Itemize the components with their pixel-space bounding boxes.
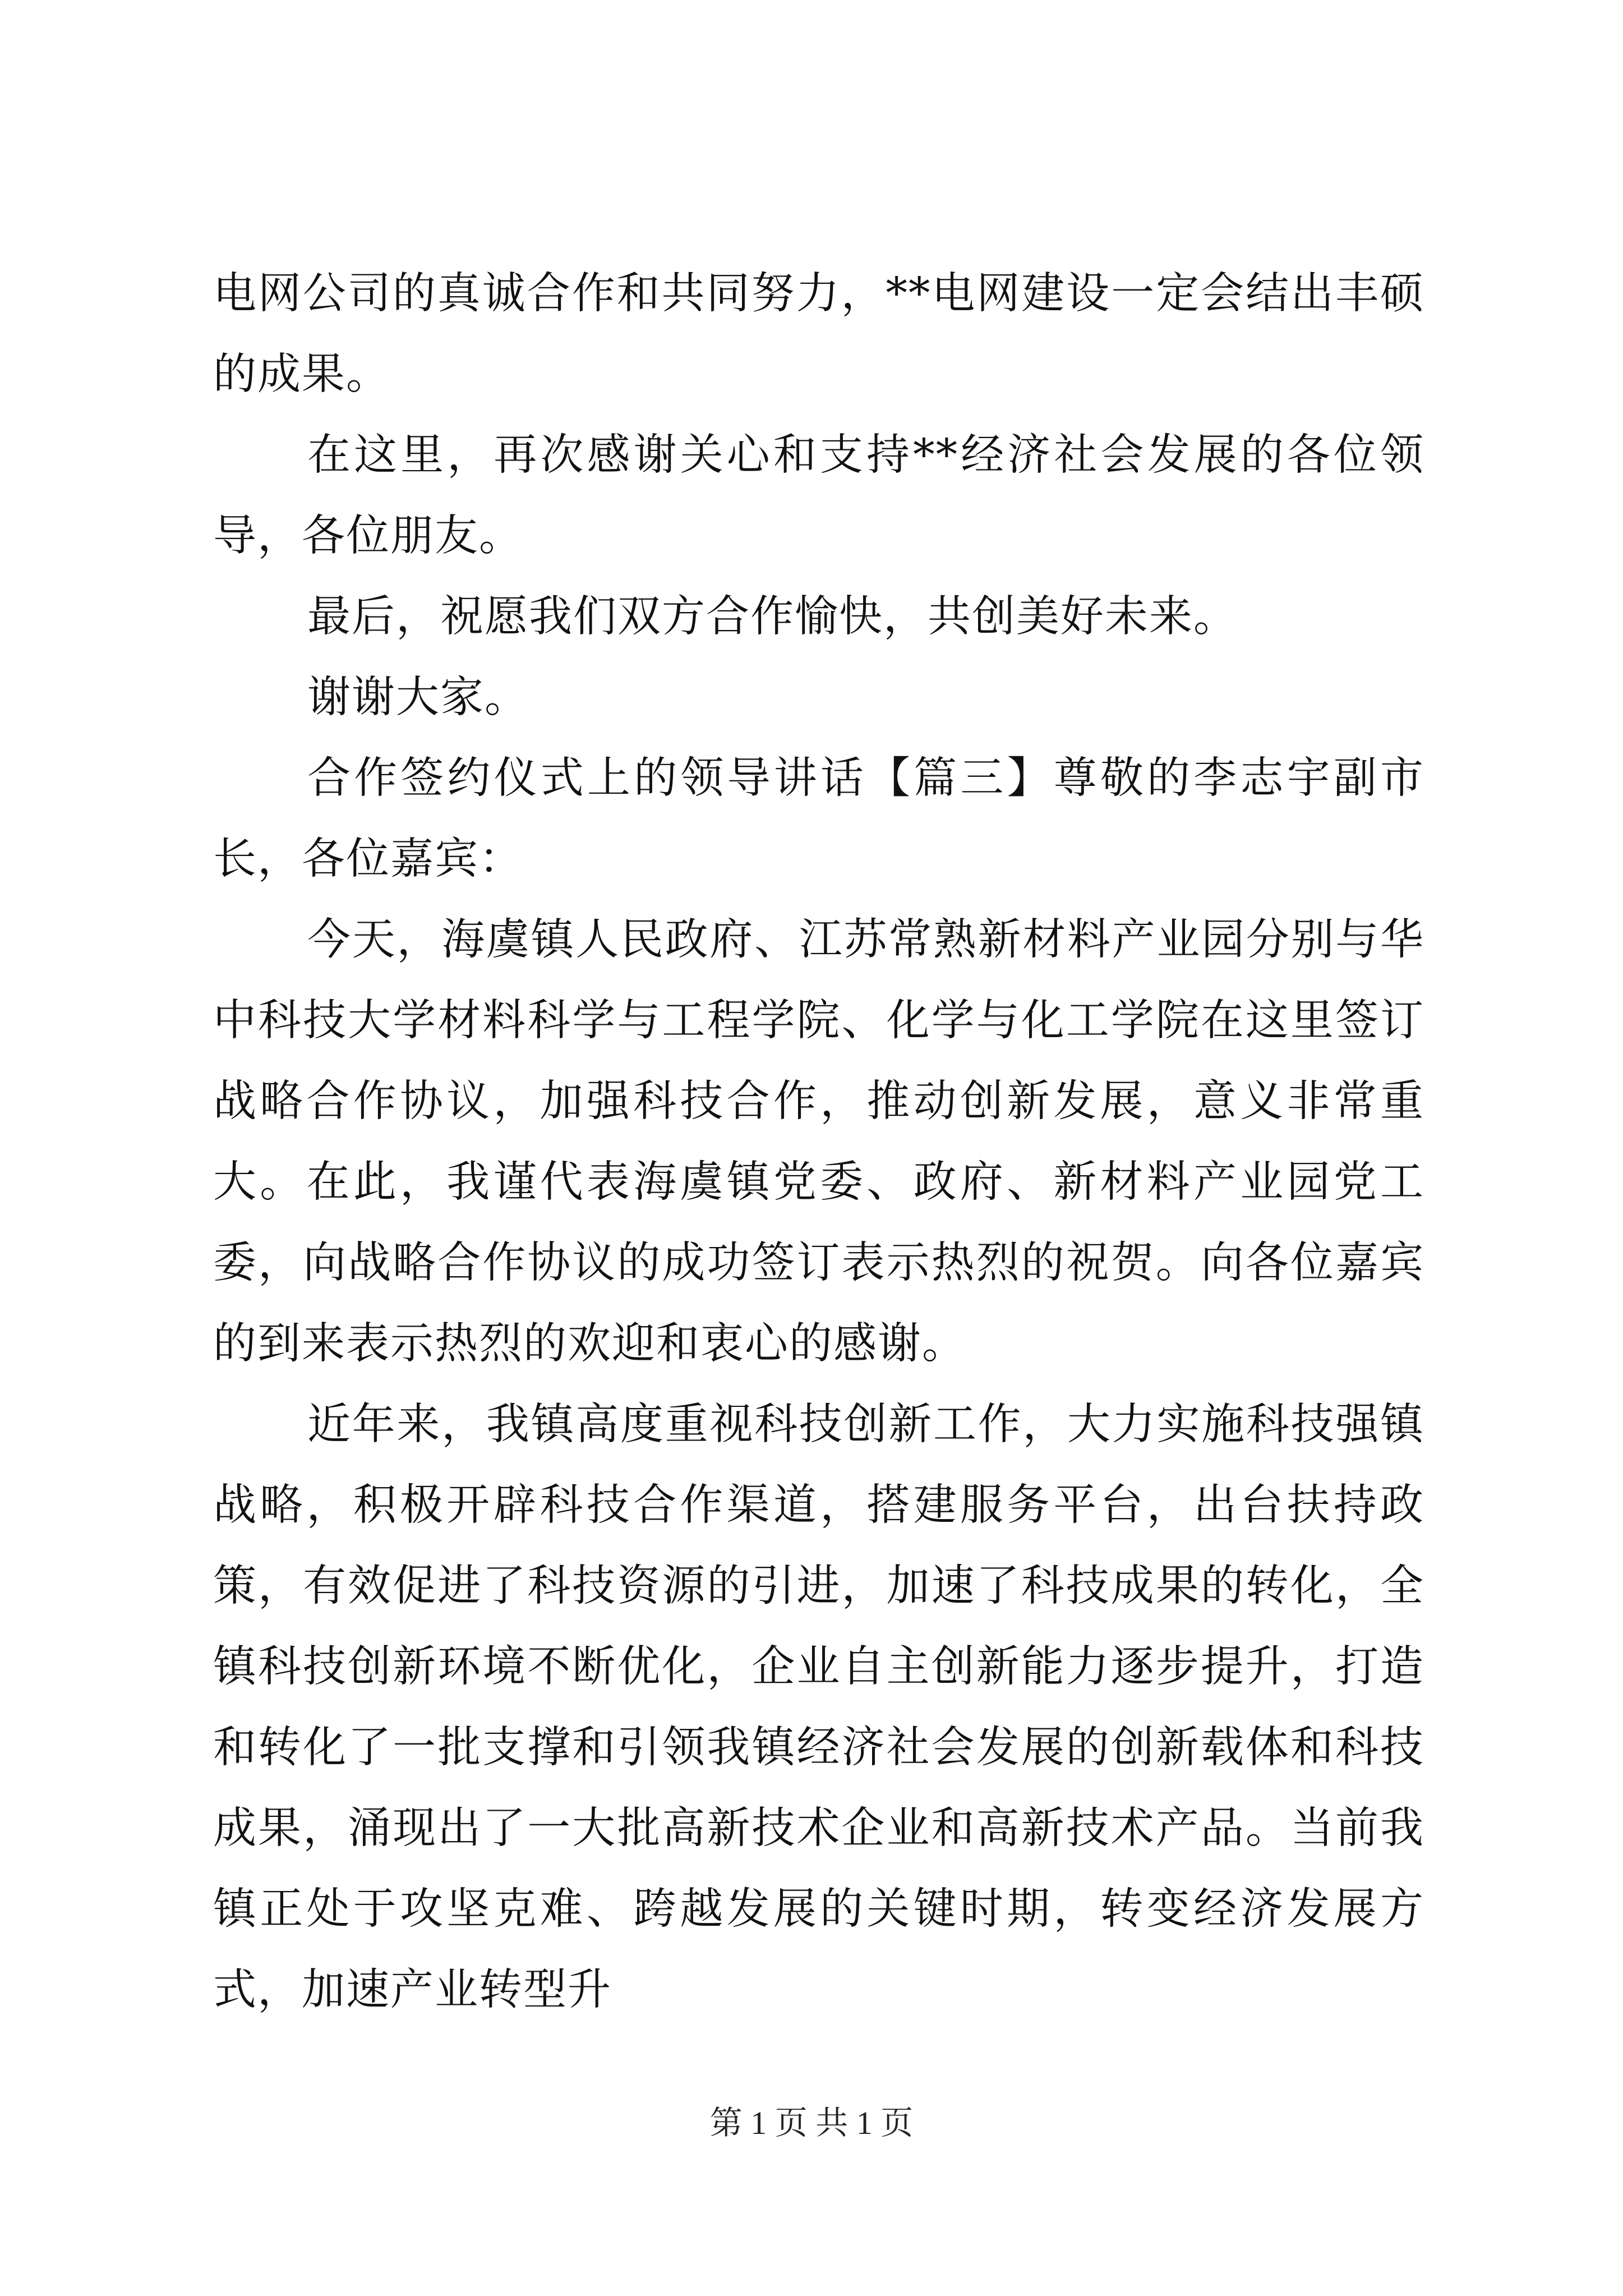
paragraph-thank-you: 谢谢大家。 (307, 673, 529, 723)
document-body (213, 254, 1424, 2031)
paragraph-section-heading: 合作签约仪式上的领导讲话【篇三】尊敬的李志宇副市长，各位嘉宾： (213, 753, 1424, 884)
paragraph-thanks-leaders: 在这里，再次感谢关心和支持**经济社会发展的各位领导，各位朋友。 (213, 430, 1424, 561)
paragraph-signing-today: 今天，海虞镇人民政府、江苏常熟新材料产业园分别与华中科技大学材料科学与工程学院、化学与化工学院在这里签订战略合作协议，加强科技合作，推动创新发展，意义非常重大。在此，我谨代表海虞镇党委、政府、新材料产业园党工委，向战略合作协议的成功签订表示热烈的祝贺。向各位嘉宾的到来表示热烈的欢迎和衷心的感谢。 (213, 915, 1424, 1369)
page-footer: 第 1 页 共 1 页 (709, 2105, 914, 2141)
paragraph-recent-years: 近年来，我镇高度重视科技创新工作，大力实施科技强镇战略，积极开辟科技合作渠道，搭建服务平台，出台扶持政策，有效促进了科技资源的引进，加速了科技成果的转化，全镇科技创新环境不断优化，企业自主创新能力逐步提升，打造和转化了一批支撑和引领我镇经济社会发展的创新载体和科技成果，涌现出了一大批高新技术企业和高新技术产品。当前我镇正处于攻坚克难、跨越发展的关键时期，转变经济发展方式，加速产业转型升 (213, 1400, 1424, 2015)
paragraph-closing-wish: 最后，祝愿我们双方合作愉快，共创美好未来。 (307, 592, 1238, 642)
paragraph-continuation: 电网公司的真诚合作和共同努力，**电网建设一定会结出丰硕的成果。 (213, 269, 1424, 399)
